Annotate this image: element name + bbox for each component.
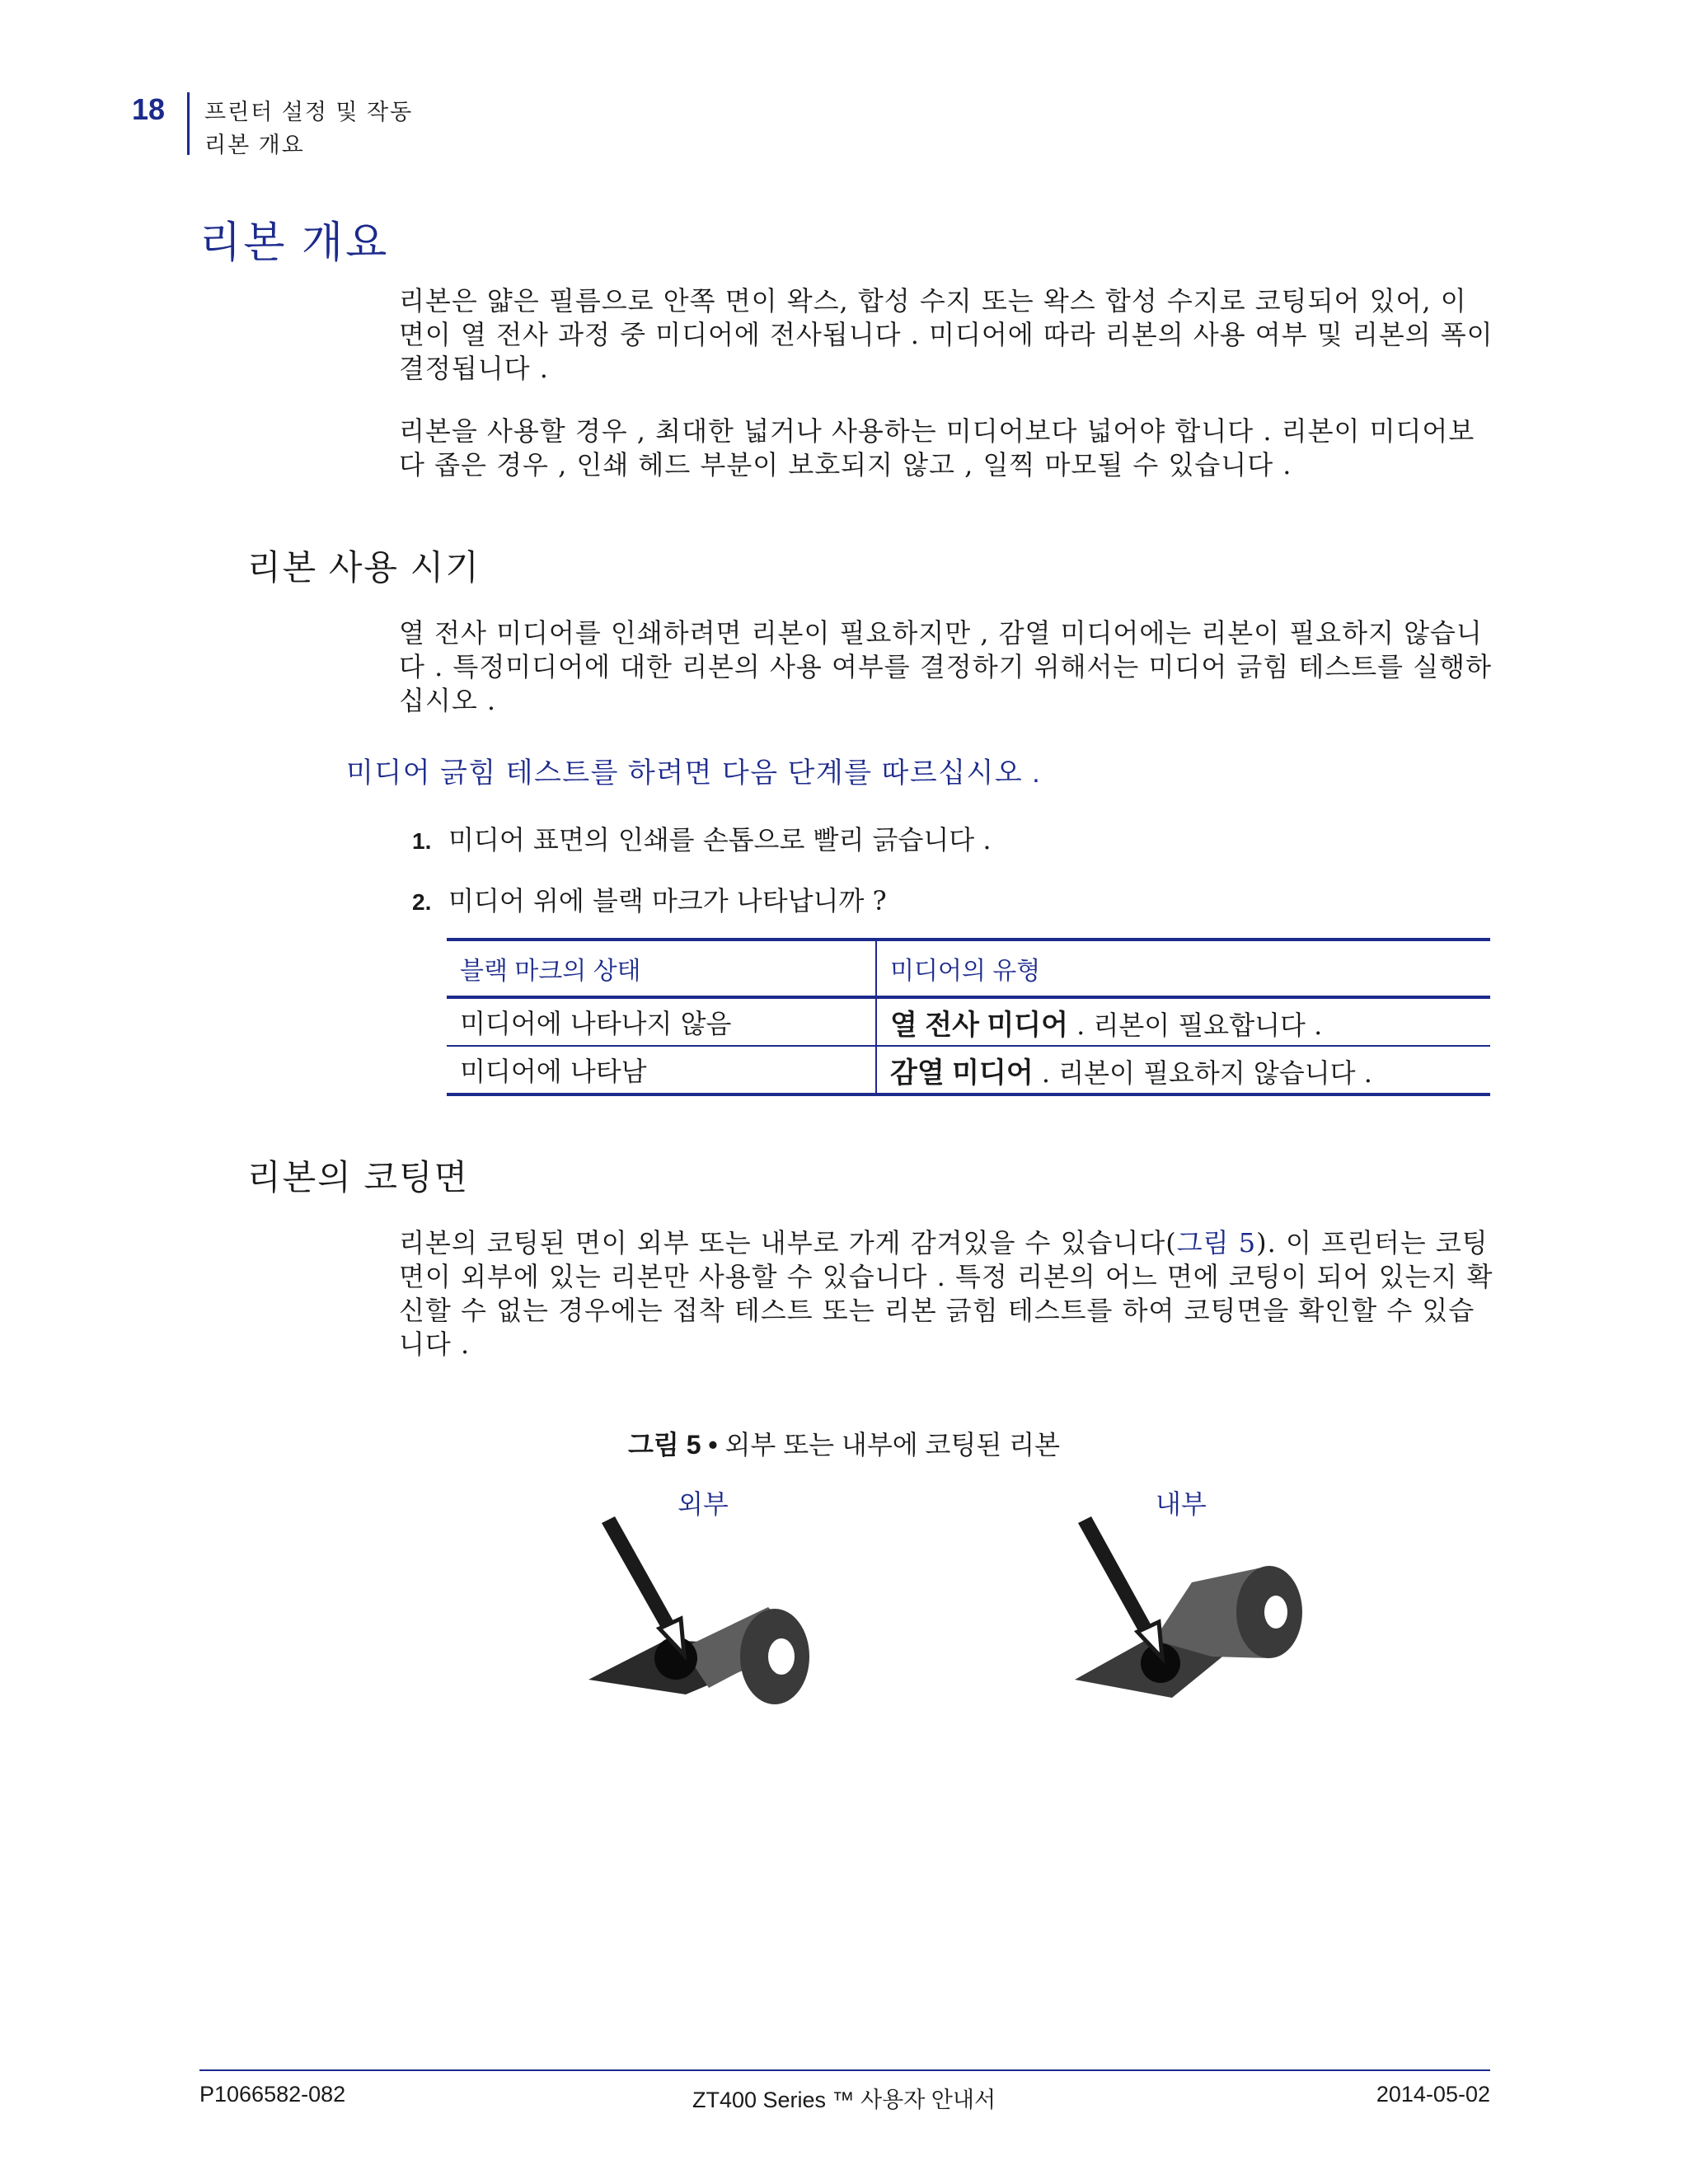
ribbon-core [768, 1638, 795, 1675]
page-title: 리본 개요 [199, 219, 390, 267]
table-header-type: 미디어의 유형 [890, 958, 1041, 985]
pen-icon [602, 1516, 678, 1637]
page-number: 18 [132, 92, 166, 126]
label-outside: 외부 [678, 1489, 729, 1519]
figure-5-link[interactable]: 그림 5 [1176, 1227, 1257, 1258]
step-number: 1. [412, 828, 432, 854]
media-type-name: 감열 미디어 [890, 1057, 1034, 1089]
header-section: 리본 개요 [204, 133, 305, 157]
coating-paragraph [399, 1226, 1495, 1361]
media-type-table [447, 938, 1490, 1096]
ribbon-core [1264, 1596, 1287, 1629]
table-header-state: 블랙 마크의 상태 [447, 940, 876, 997]
footer-date: 2014-05-02 [1376, 2082, 1490, 2107]
step-text: 미디어 표면의 인쇄를 손톱으로 빨리 긁습니다 . [448, 824, 992, 855]
step-number: 2. [412, 889, 432, 915]
media-type-note: . 리본이 필요하지 않습니다 . [1033, 1057, 1372, 1089]
table-cell-type [876, 997, 1490, 1046]
intro-paragraph-1: 리본은 얇은 필름으로 안쪽 면이 왁스, 합성 수지 또는 왁스 합성 수지로 코팅되어 있어, 이 면이 열 전사 과정 중 미디어에 전사됩니다 . 미디어에 따라 리본의 사용 여부 및 리본의 폭이 결정됩니다 . [399, 285, 1493, 384]
table-header-row [447, 940, 1490, 997]
label-inside: 내부 [1156, 1489, 1207, 1519]
figure-number: 그림 5 • [627, 1430, 718, 1460]
section-heading-when: 리본 사용 시기 [247, 548, 481, 587]
table-row [447, 1046, 1490, 1094]
ribbon-inside-illustration [1063, 1516, 1327, 1714]
coating-text-start: 리본의 코팅된 면이 외부 또는 내부로 가게 감겨있을 수 있습니다( [399, 1227, 1177, 1258]
footer-doc-number: P1066582-082 [199, 2082, 346, 2107]
header-divider [187, 92, 190, 155]
step-text: 미디어 위에 블랙 마크가 나타납니까 ? [448, 885, 887, 916]
table-cell-type [876, 1046, 1490, 1094]
when-paragraph: 열 전사 미디어를 인쇄하려면 리본이 필요하지만 , 감열 미디어에는 리본이 필요하지 않습니다 . 특정미디어에 대한 리본의 사용 여부를 결정하기 위해서는 미디어 긁힘 테스트를 실행하십시오 . [399, 617, 1492, 716]
media-type-note: . 리본이 필요합니다 . [1067, 1009, 1323, 1041]
step-1 [412, 819, 992, 857]
ribbon-outside-illustration [577, 1516, 841, 1714]
figure-caption [0, 1424, 1688, 1462]
intro-paragraph-2: 리본을 사용할 경우 , 최대한 넓거나 사용하는 미디어보다 넓어야 합니다 . 리본이 미디어보다 좁은 경우 , 인쇄 헤드 부분이 보호되지 않고 , 일찍 마모될 수 있습니다 . [399, 415, 1475, 480]
footer-divider [199, 2069, 1490, 2071]
footer-title: ZT400 Series ™ 사용자 안내서 [692, 2088, 996, 2112]
media-type-name: 열 전사 미디어 [890, 1009, 1068, 1041]
pen-icon [1078, 1516, 1154, 1638]
table-row [447, 997, 1490, 1046]
figure-title: 외부 또는 내부에 코팅된 리본 [717, 1430, 1060, 1460]
table-cell-state: 미디어에 나타나지 않음 [447, 997, 876, 1046]
coating-text-end: ). 이 프린터는 코팅 면이 외부에 있는 리본만 사용할 수 있습니다 . 특정 리본의 어느 면에 코팅이 되어 있는지 확신할 수 없는 경우에는 접착 테스트 또는 리본 긁힘 테스트를 하여 코팅면을 확인할 수 있습니다 . [399, 1227, 1493, 1360]
table-cell-state: 미디어에 나타남 [447, 1046, 876, 1094]
section-heading-coating: 리본의 코팅면 [247, 1158, 470, 1197]
header-chapter: 프린터 설정 및 작동 [204, 100, 414, 124]
step-2 [412, 880, 887, 918]
procedure-title: 미디어 긁힘 테스트를 하려면 다음 단계를 따르십시오 . [346, 757, 1042, 789]
